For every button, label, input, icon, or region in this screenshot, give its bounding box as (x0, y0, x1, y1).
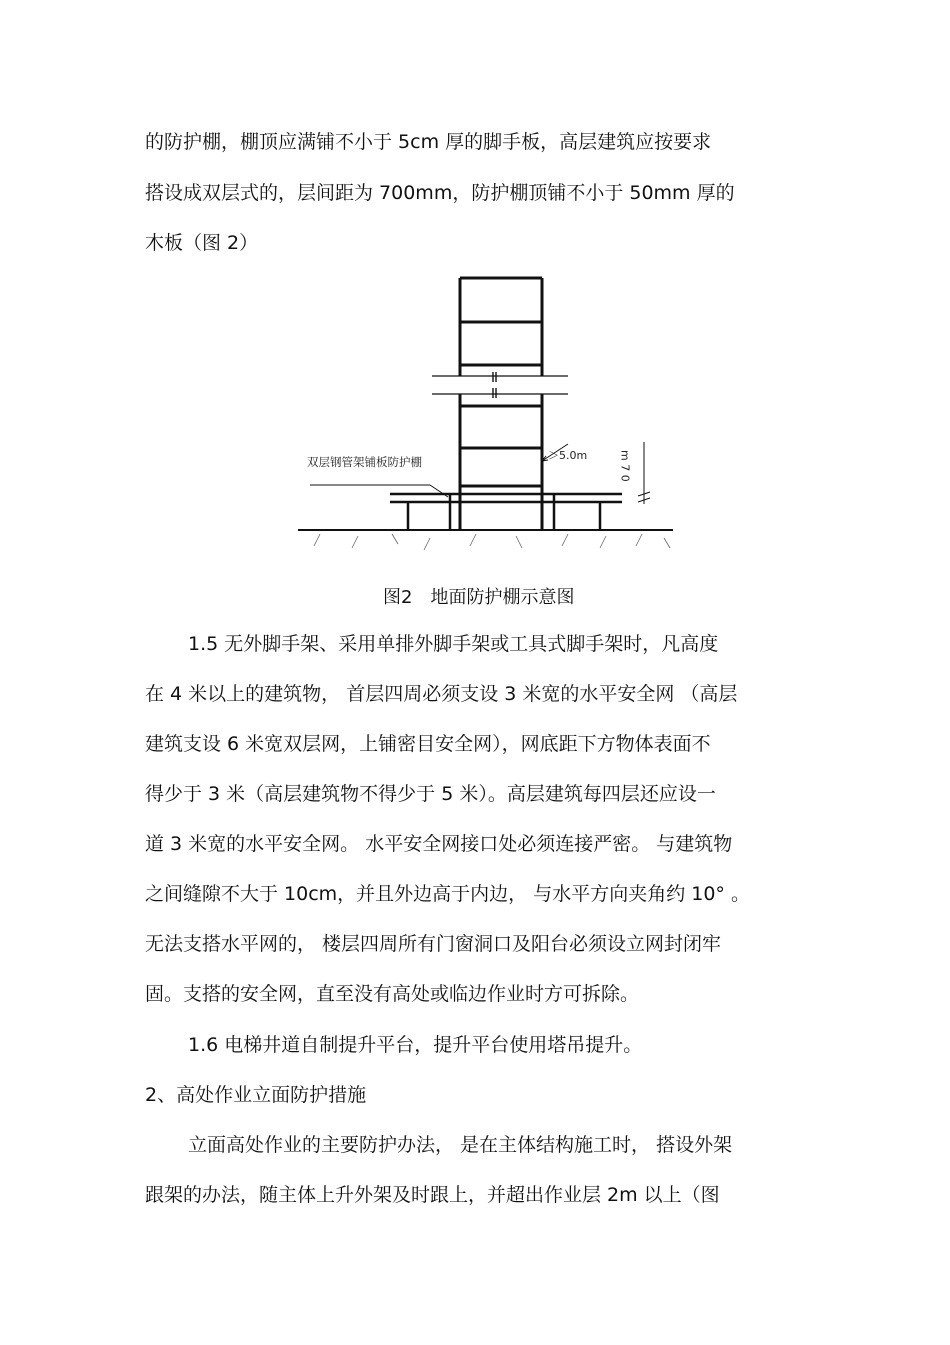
paragraph-line-4: 1.5 无外脚手架、采用单排外脚手架或工具式脚手架时，凡高度 (188, 633, 719, 655)
ground-protection-shed-figure (280, 268, 673, 613)
figure-caption: 图2 地面防护棚示意图 (383, 587, 575, 608)
paragraph-line-6: 建筑支设 6 米宽双层网，上铺密目安全网），网底距下方物体表面不 (145, 733, 711, 755)
paragraph-line-1: 的防护棚，棚顶应满铺不小于 5cm 厚的脚手板，高层建筑应按要求 (145, 131, 712, 153)
paragraph-line-10: 无法支搭水平网的， 楼层四周所有门窗洞口及阳台必须设立网封闭牢 (145, 933, 722, 955)
paragraph-line-14: 跟架的办法，随主体上升外架及时跟上，并超出作业层 2m 以上（图 (145, 1184, 720, 1206)
distance-label: ＞5.0m (548, 449, 588, 462)
paragraph-line-3: 木板（图 2） (145, 232, 259, 254)
height-label: m 7 0 (618, 450, 632, 482)
shed-diagram (280, 268, 673, 613)
paragraph-line-12: 1.6 电梯井道自制提升平台，提升平台使用塔吊提升。 (188, 1034, 643, 1056)
paragraph-line-11: 固。支搭的安全网，直至没有高处或临边作业时方可拆除。 (145, 983, 640, 1005)
paragraph-line-5: 在 4 米以上的建筑物， 首层四周必须支设 3 米宽的水平安全网 （高层 (145, 683, 738, 705)
paragraph-line-8: 道 3 米宽的水平安全网。 水平安全网接口处必须连接严密。 与建筑物 (145, 833, 733, 855)
paragraph-line-9: 之间缝隙不大于 10cm，并且外边高于内边， 与水平方向夹角约 10° 。 (145, 883, 750, 905)
paragraph-line-2: 搭设成双层式的，层间距为 700mm，防护棚顶铺不小于 50mm 厚的 (145, 182, 735, 204)
paragraph-line-13: 立面高处作业的主要防护办法， 是在主体结构施工时， 搭设外架 (188, 1134, 733, 1156)
paragraph-line-7: 得少于 3 米（高层建筑物不得少于 5 米）。高层建筑每四层还应设一 (145, 783, 716, 805)
section-heading: 2、高处作业立面防护措施 (145, 1084, 367, 1106)
shed-label: 双层钢管架铺板防护棚 (307, 455, 422, 469)
